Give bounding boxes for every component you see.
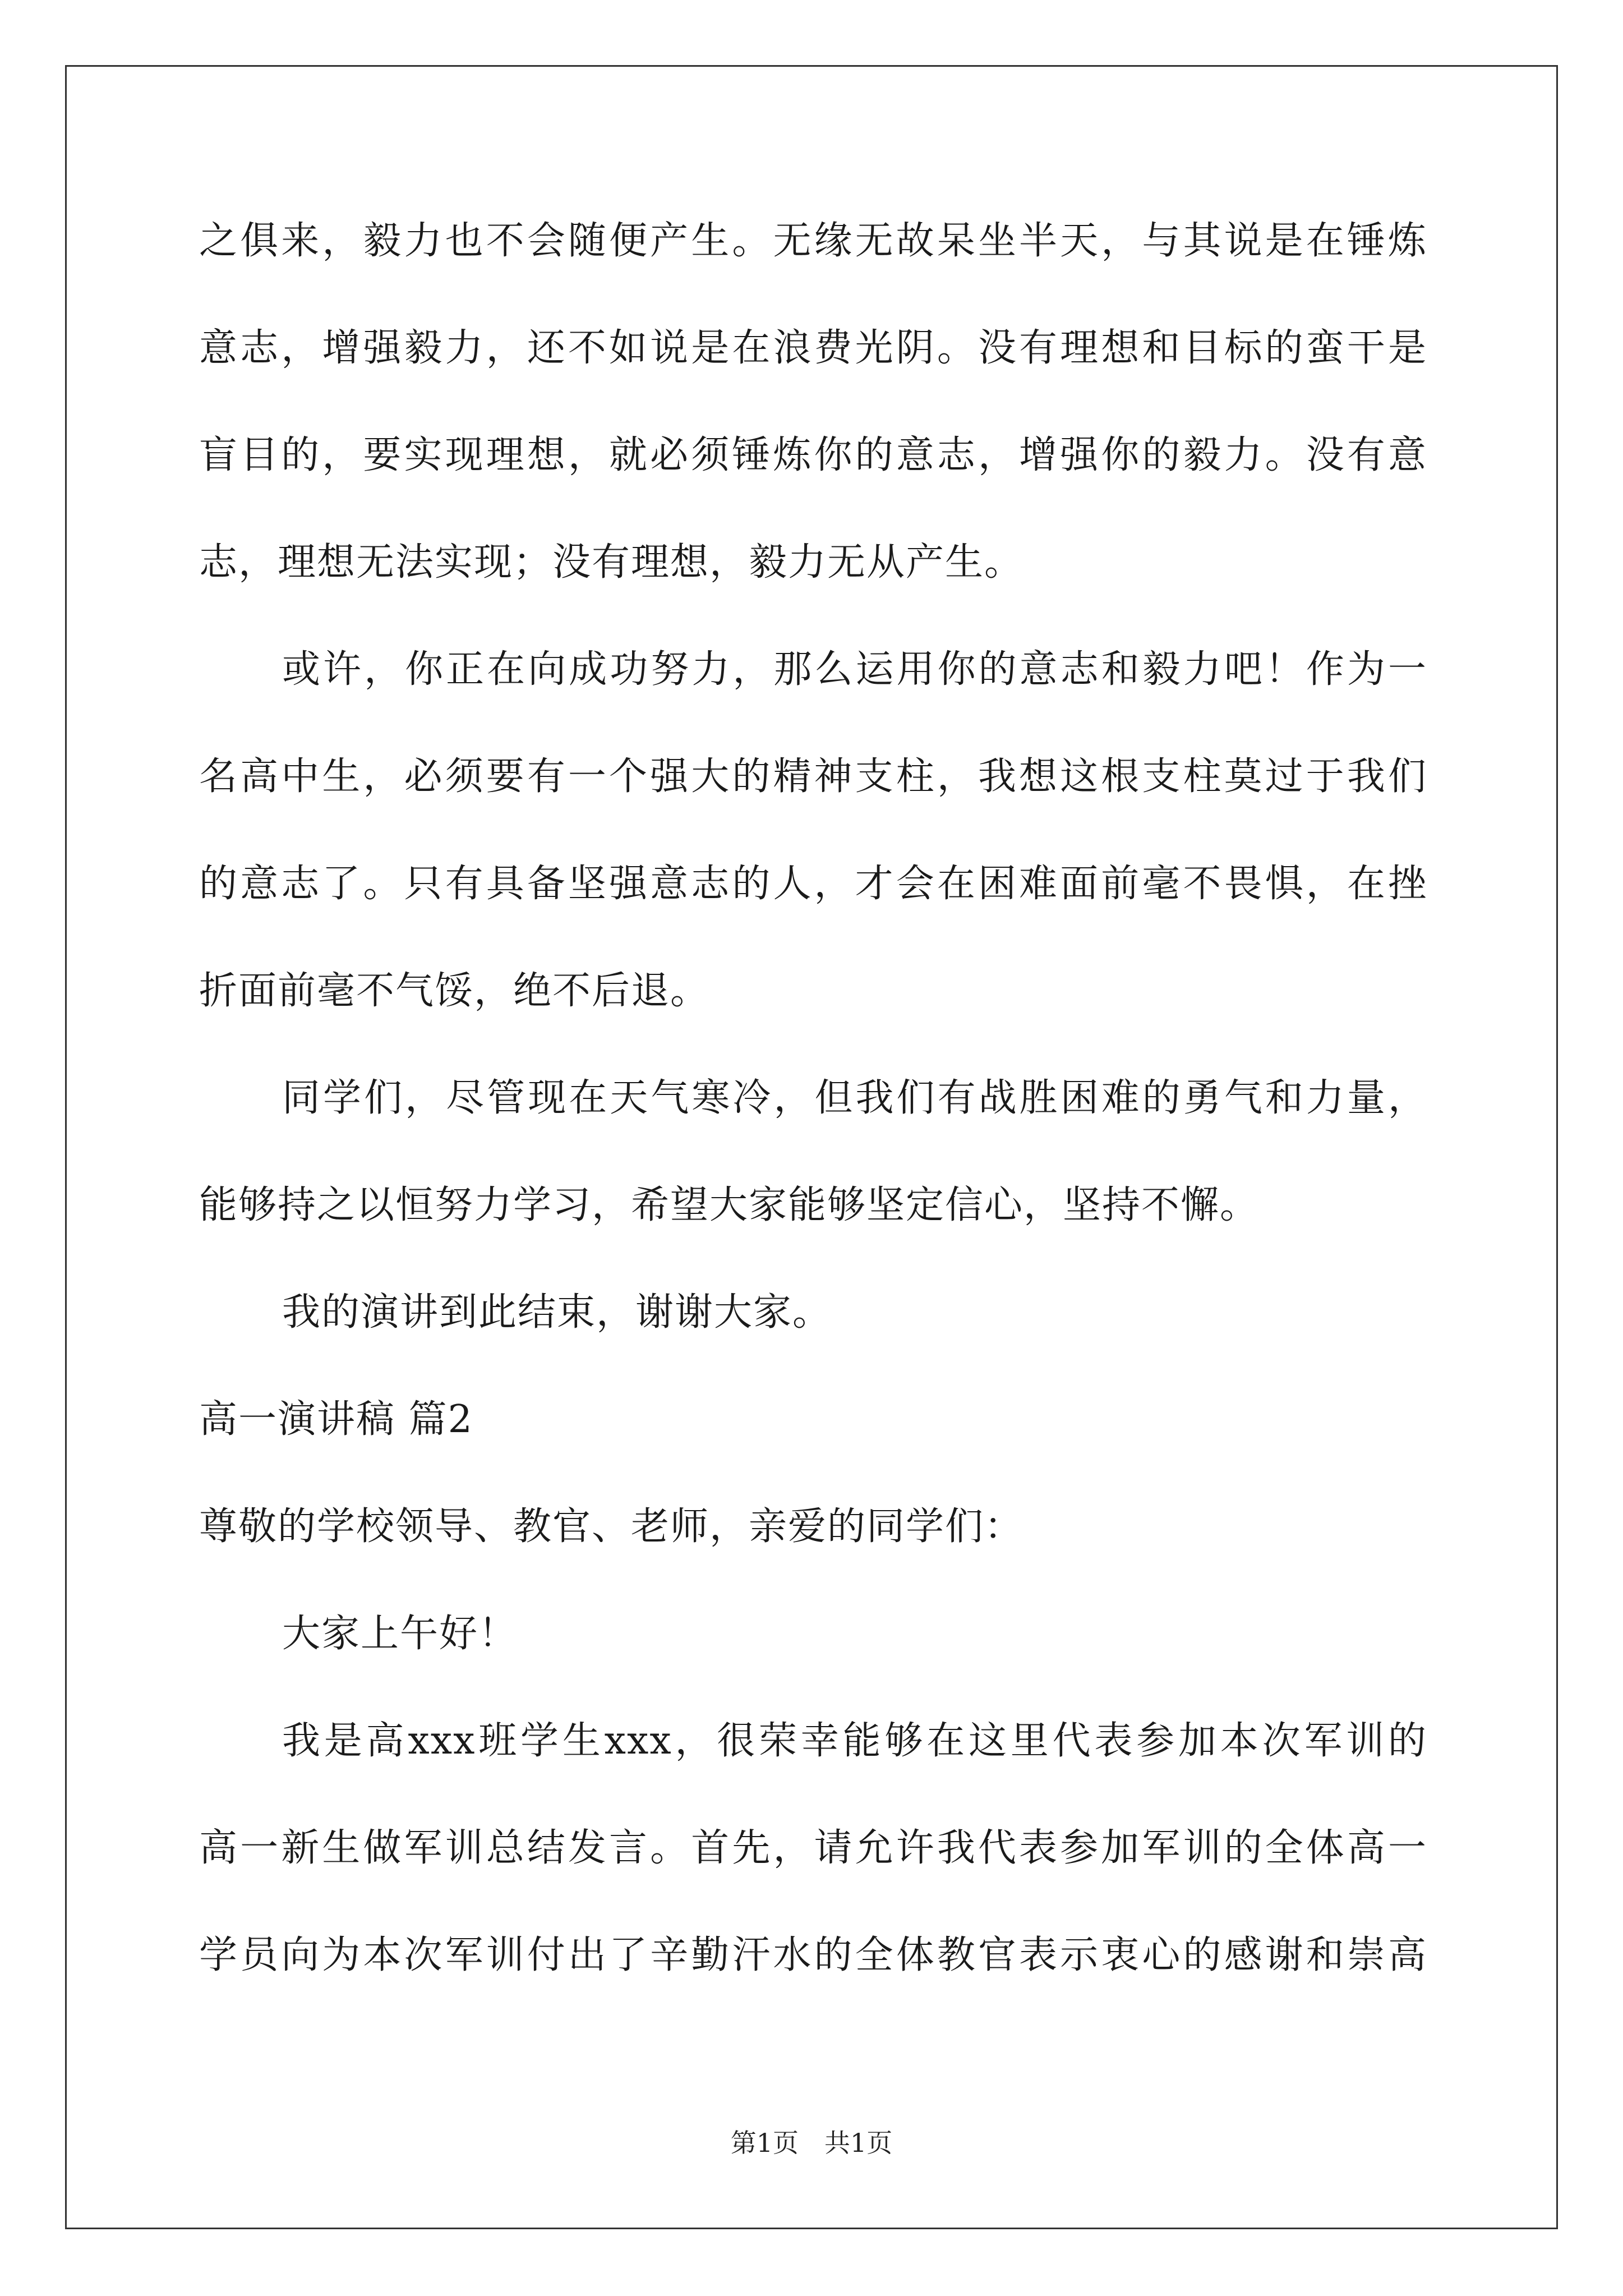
text-line: 的意志了。只有具备坚强意志的人，才会在困难面前毫不畏惧，在挫 [199,862,1427,906]
text-line: 或许，你正在向成功努力，那么运用你的意志和毅力吧！作为一 [282,647,1427,692]
page-border [65,65,1558,2229]
text-line: 盲目的，要实现理想，就必须锤炼你的意志，增强你的毅力。没有意 [199,433,1427,477]
text-line: 意志，增强毅力，还不如说是在浪费光阴。没有理想和目标的蛮干是 [199,326,1427,370]
text-line: 我的演讲到此结束，谢谢大家。 [282,1290,832,1335]
section-heading: 高一演讲稿 篇2 [199,1397,473,1442]
text-line: 折面前毫不气馁，绝不后退。 [199,969,710,1013]
text-line: 能够持之以恒努力学习，希望大家能够坚定信心，坚持不懈。 [199,1183,1260,1227]
page-number-footer: 第1页 共1页 [730,2128,893,2158]
text-line: 我是高xxx班学生xxx，很荣幸能够在这里代表参加本次军训的 [282,1719,1427,1763]
text-line: 志，理想无法实现；没有理想，毅力无从产生。 [199,540,1024,585]
text-line: 名高中生，必须要有一个强大的精神支柱，我想这根支柱莫过于我们 [199,754,1427,799]
text-line: 之俱来，毅力也不会随便产生。无缘无故呆坐半天，与其说是在锤炼 [199,219,1427,263]
salutation: 尊敬的学校领导、教官、老师，亲爱的同学们： [199,1504,1024,1549]
text-line: 高一新生做军训总结发言。首先，请允许我代表参加军训的全体高一 [199,1826,1427,1870]
text-line: 学员向为本次军训付出了辛勤汗水的全体教官表示衷心的感谢和崇高 [199,1933,1427,1977]
text-line: 同学们，尽管现在天气寒冷，但我们有战胜困难的勇气和力量， [282,1076,1427,1120]
greeting: 大家上午好！ [282,1612,518,1656]
